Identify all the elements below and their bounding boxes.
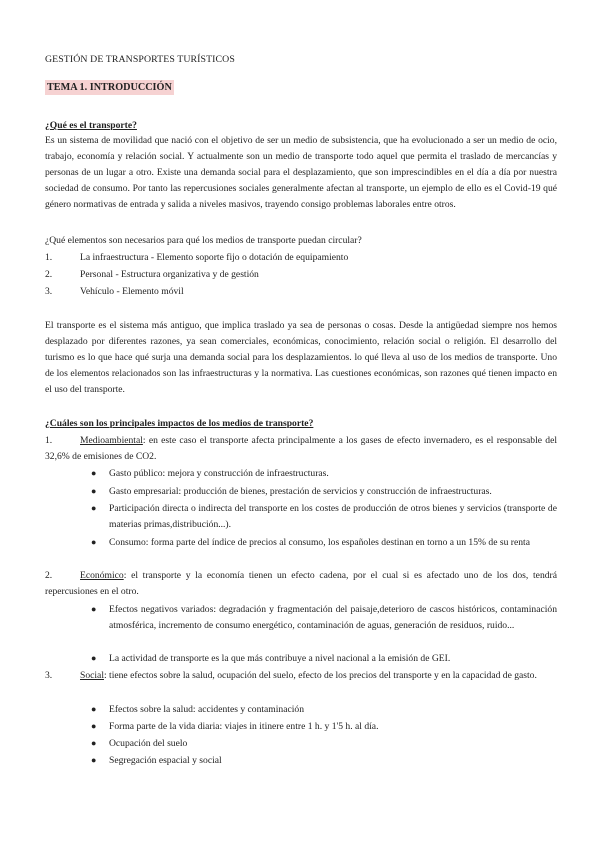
bullet-item: Efectos negativos variados: degradación y fragmentación del paisaje,deterioro de cascos históricos, contaminación atmosférica, incremento de consumo energético, contaminación de aguas, generación de residuos, ruido...: [109, 604, 557, 631]
impact-label: Medioambiental: [80, 435, 143, 446]
bullet-item: Ocupación del suelo: [109, 738, 188, 749]
bullet-item: Consumo: forma parte del índice de precios al consumo, los españoles destinan en torno a un 15% de su renta: [109, 537, 530, 548]
list-number: 3.: [45, 286, 53, 297]
bullet-item: Gasto público: mejora y construcción de infraestructuras.: [109, 468, 329, 479]
bullet-item: La actividad de transporte es la que más contribuye a nivel nacional a la emisión de GEI.: [109, 653, 451, 664]
bullet-dot: ●: [91, 653, 97, 663]
bullet-item: Participación directa o indirecta del transporte en los costes de producción de otros bienes y servicios (transporte de materias primas,distribución...).: [109, 503, 557, 530]
bullet-dot: ●: [91, 738, 97, 748]
list-item: Vehículo - Elemento móvil: [80, 286, 184, 297]
list-number: 1.: [45, 252, 53, 263]
impact-label: Económico: [80, 570, 124, 581]
paragraph-history: El transporte es el sistema más antiguo, que implica traslado ya sea de personas o cosas. Desde la antigüedad siempre nos hemos desplazado por diferentes razones, ya sean comerciales, económicas, conocimiento, relación social o religión. El desarrollo del turismo es lo que hace qué surja una demanda social para los desplazamientos. lo qué lleva al uso de los medios de transporte. Uno de los elementos relacionados son las infraestructuras y la normativa. Las cuestiones económicas, son razones qué tienen impacto en el uso del transporte.: [45, 320, 557, 395]
list-number: 1.: [45, 435, 53, 446]
bullet-dot: ●: [91, 755, 97, 765]
question-heading-1: ¿Qué es el transporte?: [45, 120, 137, 131]
bullet-item: Gasto empresarial: producción de bienes, prestación de servicios y construcción de infraestructuras.: [109, 486, 492, 497]
section-title: TEMA 1. INTRODUCCIÓN: [47, 82, 172, 93]
list-number: 2.: [45, 269, 53, 280]
bullet-dot: ●: [91, 486, 97, 496]
bullet-dot: ●: [91, 468, 97, 478]
bullet-dot: ●: [91, 704, 97, 714]
impact-economic: [45, 568, 557, 600]
impact-text: : tiene efectos sobre la salud, ocupación del suelo, efecto de los precios del transporte y en la capacidad de gasto.: [103, 670, 537, 681]
impact-text: : en este caso el transporte afecta principalmente a los gases de efecto invernadero, es el responsable del 32,6% de emisiones de CO2.: [45, 435, 557, 462]
bullet-item: Segregación espacial y social: [109, 755, 222, 766]
list-item: Personal - Estructura organizativa y de gestión: [80, 269, 259, 280]
impact-label: Social: [80, 670, 104, 681]
bullet-item: Forma parte de la vida diaria: viajes in itinere entre 1 h. y 1'5 h. al día.: [109, 721, 379, 732]
bullet-dot: ●: [91, 721, 97, 731]
impact-environmental: [45, 433, 557, 465]
impact-social: [45, 668, 557, 684]
question-elements: ¿Qué elementos son necesarios para qué los medios de transporte puedan circular?: [45, 235, 362, 246]
document-header: GESTIÓN DE TRANSPORTES TURÍSTICOS: [45, 54, 235, 65]
bullet-dot: ●: [91, 537, 97, 547]
list-number: 3.: [45, 670, 53, 681]
list-number: 2.: [45, 570, 53, 581]
bullet-item: Efectos sobre la salud: accidentes y contaminación: [109, 704, 304, 715]
bullet-dot: ●: [91, 503, 97, 513]
list-item: La infraestructura - Elemento soporte fijo o dotación de equipamiento: [80, 252, 349, 263]
paragraph-intro: Es un sistema de movilidad que nació con el objetivo de ser un medio de subsistencia, que ha evolucionado a ser un medio de ocio, trabajo, economía y relación social. Y actualmente son un medio de transporte todo aquel que permita el traslado de mercancías y personas de un lugar a otro. Existe una demanda social para el desplazamiento, que son imprescindibles en el día a día por nuestra sociedad de consumo. Por tanto las repercusiones sociales generalmente afectan al transporte, un ejemplo de ello es el Covid-19 qué género normativas de entrada y salida a niveles masivos, trayendo consigo problemas laborales entre otros.: [45, 135, 557, 210]
bullet-dot: ●: [91, 604, 97, 614]
impact-text: : el transporte y la economía tienen un efecto cadena, por el cual si es afectado uno de los dos, tendrá repercusiones en el otro.: [45, 570, 557, 597]
question-heading-2: ¿Cuáles son los principales impactos de los medios de transporte?: [45, 418, 314, 429]
